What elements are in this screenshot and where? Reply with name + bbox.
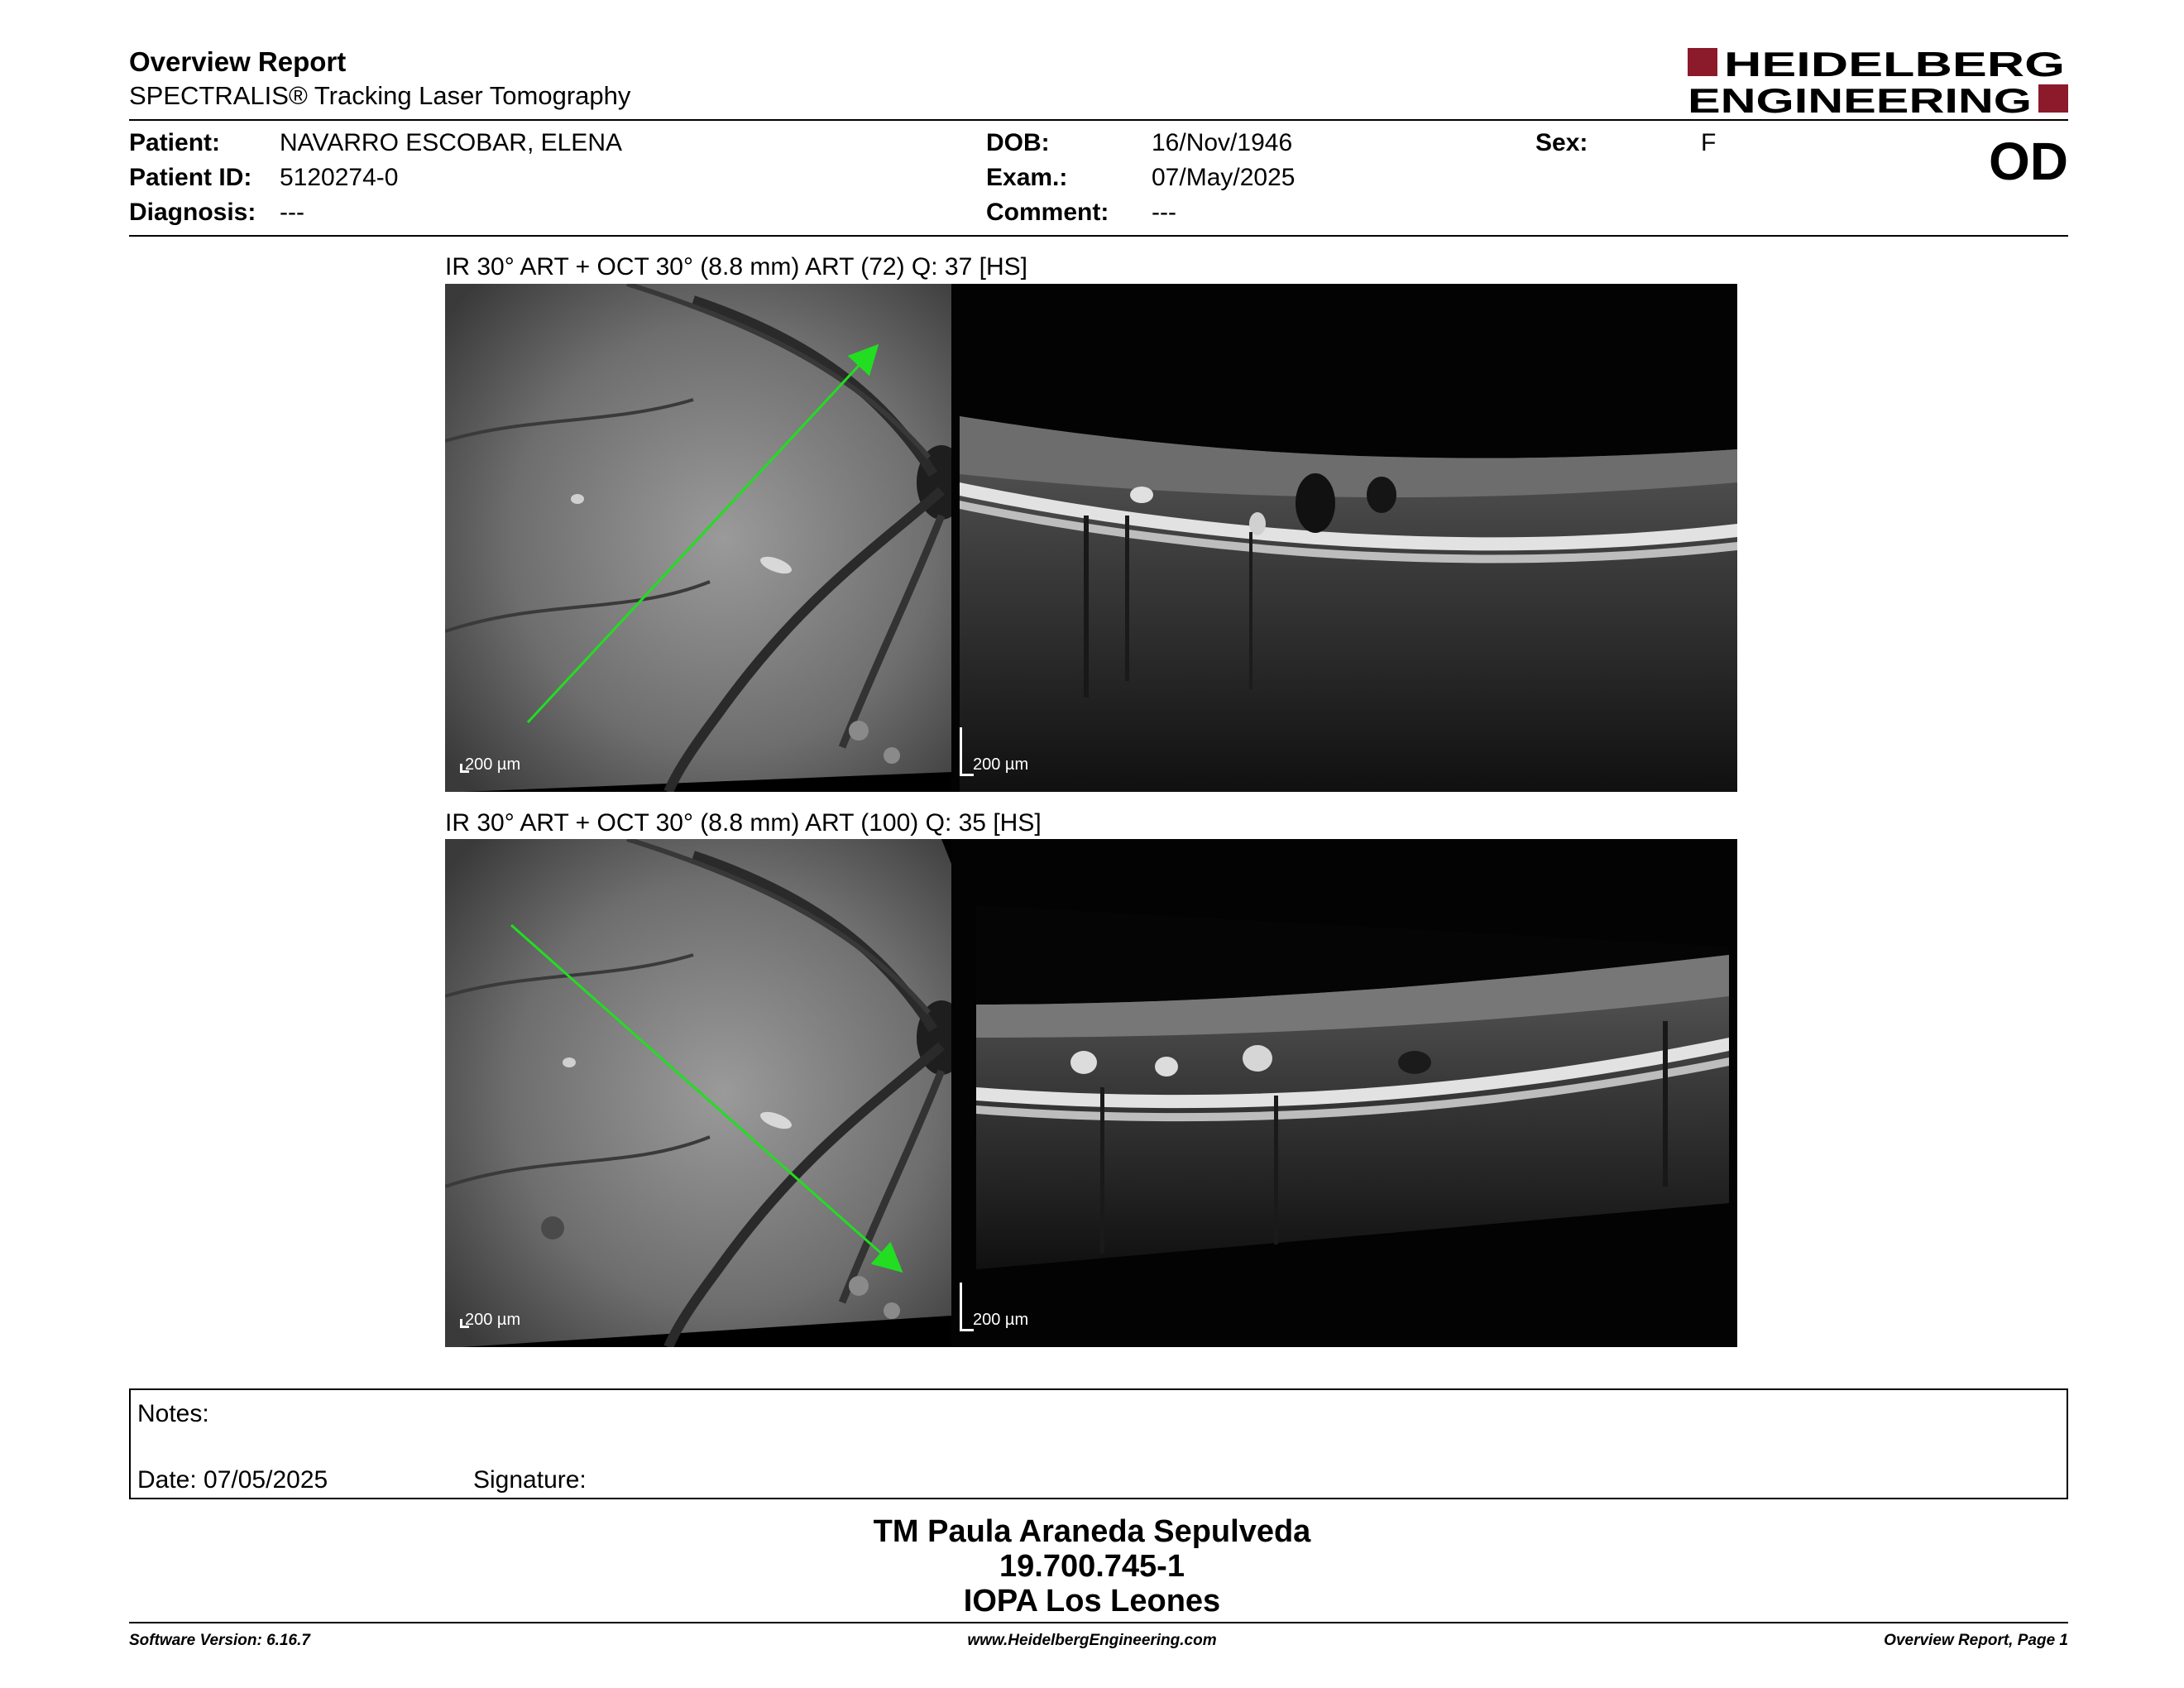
scan-1-oct-scale-label: 200 µm (973, 755, 1029, 774)
patient-id-label: Patient ID: (129, 164, 252, 191)
scan-1-panel (445, 284, 1737, 792)
patient-name: NAVARRO ESCOBAR, ELENA (280, 129, 622, 156)
scan-2-oct-image (951, 839, 1737, 1347)
patient-label: Patient: (129, 129, 221, 156)
sex-label: Sex: (1535, 129, 1588, 156)
diagnosis-value: --- (280, 199, 304, 226)
diagnosis-label: Diagnosis: (129, 199, 256, 226)
signatory-name: TM Paula Araneda Sepulveda (873, 1514, 1311, 1549)
scan-1-oct-image (951, 284, 1737, 792)
heidelberg-logo (1688, 46, 2068, 116)
scan-2-ir-scale-label: 200 µm (465, 1311, 521, 1329)
patient-id: 5120274-0 (280, 164, 399, 191)
page-indicator: Overview Report, Page 1 (1884, 1632, 2068, 1649)
eye-indicator: OD (1989, 132, 2068, 191)
notes-box (129, 1388, 2068, 1499)
report-subtitle: SPECTRALIS® Tracking Laser Tomography (129, 81, 631, 110)
signatory-id: 19.700.745-1 (999, 1549, 1185, 1584)
dob-value: 16/Nov/1946 (1152, 129, 1293, 156)
sex-value: F (1701, 129, 1717, 156)
dob-label: DOB: (986, 129, 1050, 156)
comment-value: --- (1152, 199, 1176, 226)
footer-divider (129, 1622, 2068, 1623)
header-divider (129, 119, 2068, 121)
scan-2-panel (445, 839, 1737, 1347)
website-link[interactable]: www.HeidelbergEngineering.com (967, 1632, 1217, 1649)
scan-2-oct-scale-label: 200 µm (973, 1311, 1029, 1329)
patient-divider (129, 235, 2068, 237)
software-version: Software Version: 6.16.7 (129, 1632, 310, 1649)
scan-2-ir-image (445, 839, 951, 1347)
signatory-institution: IOPA Los Leones (963, 1584, 1221, 1618)
signature-label: Signature: (473, 1466, 587, 1494)
scan-2-oct-scalebar (960, 1283, 974, 1331)
scan-1-caption: IR 30° ART + OCT 30° (8.8 mm) ART (72) Q: 37 [HS] (445, 253, 1027, 281)
notes-label: Notes: (137, 1400, 209, 1427)
scan-2-caption: IR 30° ART + OCT 30° (8.8 mm) ART (100) Q: 35 [HS] (445, 809, 1042, 837)
exam-label: Exam.: (986, 164, 1068, 191)
scan-1-ir-image (445, 284, 951, 792)
scan-1-ir-scale-label: 200 µm (465, 755, 521, 774)
logo-line2: ENGINEERING (1688, 81, 2032, 116)
date-label: Date: 07/05/2025 (137, 1466, 328, 1494)
report-title: Overview Report (129, 46, 347, 77)
comment-label: Comment: (986, 199, 1109, 226)
logo-line1: HEIDELBERG (1724, 46, 2065, 84)
scan-1-oct-scalebar (960, 727, 974, 776)
exam-value: 07/May/2025 (1152, 164, 1296, 191)
